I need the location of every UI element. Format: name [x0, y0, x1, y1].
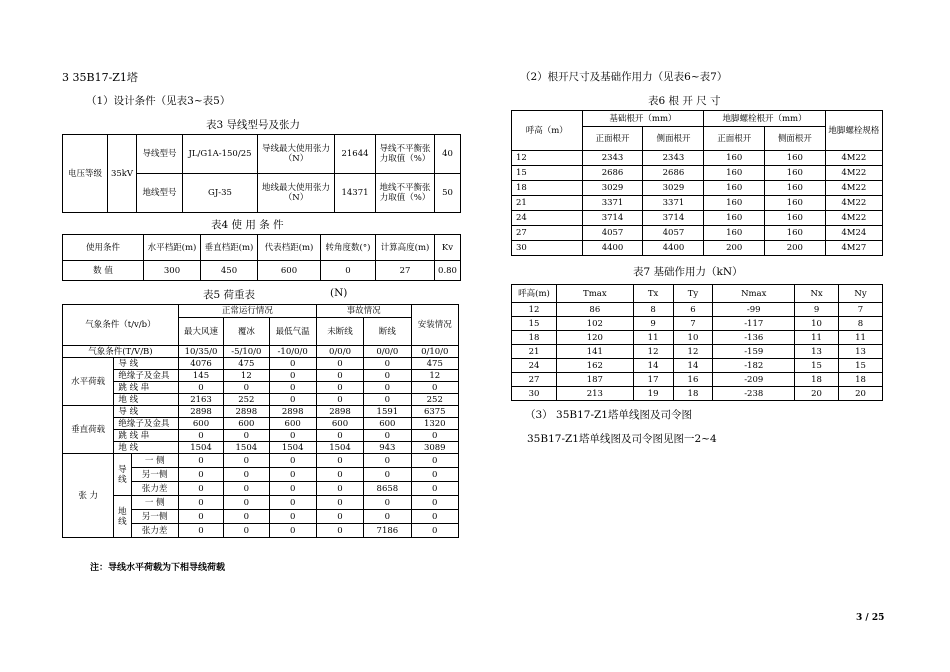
t5-cell: 0 — [316, 468, 363, 482]
t6-cell: 3714 — [643, 211, 704, 226]
t5-weather-value: 10/35/0 — [178, 346, 223, 358]
t5-weather-value: 0/10/0 — [411, 346, 458, 358]
t7-header: 呼高(m) — [512, 285, 557, 303]
t5-cell: 2898 — [269, 406, 316, 418]
t5-cell: 0 — [224, 496, 269, 510]
t7-cell: 18 — [673, 387, 713, 401]
t5-cell: 7186 — [364, 524, 411, 538]
ground-tension-label: 地线最大使用张力（N） — [258, 174, 335, 213]
section-title: 3 35B17-Z1塔 — [62, 71, 138, 84]
t5-row-label: 张力差 — [131, 524, 178, 538]
t5-cell: 600 — [316, 418, 363, 430]
t5-cell: 12 — [411, 370, 458, 382]
t5-cell: 0 — [364, 382, 411, 394]
t5-cell: 0 — [224, 430, 269, 442]
single-line-text: 35B17-Z1塔单线图及司令图见图一2~4 — [527, 433, 717, 445]
t5-cell: 0 — [224, 382, 269, 394]
t5-subheader: 最低气温 — [269, 318, 316, 346]
t5-cell: 0 — [269, 468, 316, 482]
t5-cell: 0 — [269, 370, 316, 382]
ground-type-label: 地线型号 — [137, 174, 183, 213]
voltage-label: 电压等级 — [63, 135, 108, 213]
t7-cell: 18 — [512, 331, 557, 345]
t6-cell: 4057 — [643, 226, 704, 241]
t6-cell: 200 — [765, 241, 826, 256]
table5-unit: (N) — [330, 287, 348, 299]
t4-header: 代表档距(m) — [258, 235, 321, 261]
t5-cell: 252 — [224, 394, 269, 406]
t5-subheader: 断线 — [364, 318, 411, 346]
t6-cell: 4M22 — [825, 196, 882, 211]
t6-cell: 160 — [704, 226, 765, 241]
t5-cell: 0 — [178, 454, 223, 468]
t7-cell: 11 — [633, 331, 673, 345]
page-number: 3 / 25 — [856, 613, 885, 623]
t6-cell: 160 — [704, 151, 765, 166]
t5-tension-label: 张 力 — [63, 454, 114, 538]
t5-weather-value: 0/0/0 — [364, 346, 411, 358]
t5-cell: 0 — [316, 524, 363, 538]
t5-cell: 0 — [316, 382, 363, 394]
t4-value: 0 — [321, 261, 376, 281]
ground-unbalance-value: 50 — [435, 174, 461, 213]
t4-value: 300 — [144, 261, 201, 281]
t6-cell: 160 — [765, 226, 826, 241]
t6-cell: 2343 — [582, 151, 643, 166]
t5-cell: 0 — [411, 430, 458, 442]
t6-cell: 4M22 — [825, 166, 882, 181]
t5-cell: 0 — [316, 454, 363, 468]
t6-subheader: 正面根开 — [582, 127, 643, 151]
t7-cell: -159 — [713, 345, 795, 359]
t7-cell: 213 — [557, 387, 634, 401]
t7-cell: 18 — [839, 373, 883, 387]
t6-cell: 4M24 — [825, 226, 882, 241]
t7-cell: 13 — [839, 345, 883, 359]
t7-cell: 141 — [557, 345, 634, 359]
t7-cell: 12 — [512, 303, 557, 317]
t6-cell: 4M22 — [825, 211, 882, 226]
t7-cell: 20 — [839, 387, 883, 401]
t7-cell: -209 — [713, 373, 795, 387]
t6-cell: 27 — [512, 226, 583, 241]
t5-cell: 0 — [364, 468, 411, 482]
t7-cell: -182 — [713, 359, 795, 373]
table-row — [512, 387, 883, 401]
table7-caption: 表7 基础作用力（kN） — [633, 266, 743, 278]
t5-cell: 2163 — [178, 394, 223, 406]
t7-cell: 10 — [673, 331, 713, 345]
t5-weather-value: -10/0/0 — [269, 346, 316, 358]
t5-cell: 600 — [269, 418, 316, 430]
t7-cell: 17 — [633, 373, 673, 387]
t7-cell: -99 — [713, 303, 795, 317]
t7-cell: 10 — [795, 317, 839, 331]
t5-cell: 0 — [316, 510, 363, 524]
t5-cell: 0 — [178, 382, 223, 394]
t7-cell: 120 — [557, 331, 634, 345]
t4-header: Kv — [435, 235, 461, 261]
t7-cell: 15 — [512, 317, 557, 331]
t6-cell: 12 — [512, 151, 583, 166]
t5-cell: 0 — [178, 468, 223, 482]
t7-cell: 8 — [633, 303, 673, 317]
t7-cell: 9 — [795, 303, 839, 317]
t6-cell: 4M22 — [825, 181, 882, 196]
table-row — [512, 303, 883, 317]
t7-header: Tmax — [557, 285, 634, 303]
t4-value: 0.80 — [435, 261, 461, 281]
ground-unbalance-label: 地线不平衡张力取值（%） — [376, 174, 435, 213]
t4-header: 转角度数(°) — [321, 235, 376, 261]
t5-cell: 0 — [316, 482, 363, 496]
t5-cell: 1591 — [364, 406, 411, 418]
table-row — [512, 181, 883, 196]
t6-cell: 30 — [512, 241, 583, 256]
t7-cell: 13 — [795, 345, 839, 359]
t5-cell: 0 — [364, 510, 411, 524]
t7-cell: 12 — [633, 345, 673, 359]
conductor-tension-label: 导线最大使用张力（N） — [258, 135, 335, 174]
t7-cell: -238 — [713, 387, 795, 401]
t6-cell: 160 — [765, 196, 826, 211]
t6-cell: 2343 — [643, 151, 704, 166]
t6-cell: 160 — [765, 151, 826, 166]
t5-weather-value: -5/10/0 — [224, 346, 269, 358]
t6-height-header: 呼高（m） — [512, 111, 583, 151]
t7-cell: 12 — [673, 345, 713, 359]
t5-cell: 0 — [364, 454, 411, 468]
t5-cell: 0 — [364, 370, 411, 382]
t7-cell: 19 — [633, 387, 673, 401]
conductor-tension-value: 21644 — [335, 135, 376, 174]
t5-install-header: 安装情况 — [411, 305, 458, 346]
t7-cell: 9 — [633, 317, 673, 331]
t5-accident-header: 事故情况 — [316, 305, 411, 318]
t5-row-label: 一 侧 — [131, 496, 178, 510]
t6-cell: 2686 — [582, 166, 643, 181]
t5-row-label: 地 线 — [114, 394, 178, 406]
t6-cell: 4M22 — [825, 151, 882, 166]
t6-cell: 160 — [704, 211, 765, 226]
t5-horizontal-label: 水平荷载 — [63, 358, 114, 406]
t5-cell: 0 — [178, 482, 223, 496]
t6-subheader: 正面根开 — [704, 127, 765, 151]
table-row — [512, 331, 883, 345]
ground-type-value: GJ-35 — [183, 174, 258, 213]
conductor-unbalance-label: 导线不平衡张力取值（%） — [376, 135, 435, 174]
t5-cell: 252 — [411, 394, 458, 406]
t6-root-header: 基础根开（mm） — [582, 111, 704, 127]
t5-cell: 0 — [178, 524, 223, 538]
t6-cell: 3714 — [582, 211, 643, 226]
t5-cell: 600 — [364, 418, 411, 430]
t5-cell: 6375 — [411, 406, 458, 418]
t6-cell: 160 — [765, 211, 826, 226]
t6-cell: 18 — [512, 181, 583, 196]
t7-cell: 20 — [795, 387, 839, 401]
t4-header: 垂直档距(m) — [201, 235, 258, 261]
table-row — [512, 359, 883, 373]
t7-cell: 14 — [673, 359, 713, 373]
t4-row-label: 数 值 — [63, 261, 144, 281]
t6-cell: 15 — [512, 166, 583, 181]
t5-row-label: 跳 线 串 — [114, 382, 178, 394]
t6-cell: 3029 — [582, 181, 643, 196]
t6-cell: 4400 — [582, 241, 643, 256]
t6-subheader: 侧面根开 — [765, 127, 826, 151]
t5-cell: 475 — [224, 358, 269, 370]
t5-cell: 0 — [269, 482, 316, 496]
t6-cell: 160 — [704, 196, 765, 211]
t5-cell: 0 — [364, 496, 411, 510]
t5-cell: 0 — [316, 430, 363, 442]
t7-cell: 102 — [557, 317, 634, 331]
t5-cell: 0 — [224, 510, 269, 524]
table3-conductor-types — [62, 134, 461, 213]
t5-cell: 600 — [178, 418, 223, 430]
design-conditions-heading: （1）设计条件（见表3~表5） — [86, 95, 231, 107]
t6-bolt-root-header: 地脚螺栓根开（mm） — [704, 111, 825, 127]
table-row — [512, 373, 883, 387]
t5-cell: 0 — [269, 510, 316, 524]
t5-row-label: 另一侧 — [131, 468, 178, 482]
t5-cell: 3089 — [411, 442, 458, 454]
t5-row-label: 另一侧 — [131, 510, 178, 524]
t5-cell: 0 — [316, 394, 363, 406]
t5-row-label: 导 线 — [114, 358, 178, 370]
t6-cell: 160 — [704, 166, 765, 181]
t4-value: 27 — [376, 261, 435, 281]
t5-cell: 0 — [269, 454, 316, 468]
t5-cell: 0 — [316, 358, 363, 370]
table-row — [512, 196, 883, 211]
t5-cell: 0 — [411, 468, 458, 482]
t5-cell: 0 — [224, 468, 269, 482]
t5-cell: 2898 — [316, 406, 363, 418]
t6-cell: 4M27 — [825, 241, 882, 256]
t5-conductor-group: 导线 — [114, 454, 131, 496]
t7-cell: 7 — [839, 303, 883, 317]
t5-row-label: 一 侧 — [131, 454, 178, 468]
t5-normal-header: 正常运行情况 — [178, 305, 316, 318]
t5-cell: 0 — [178, 496, 223, 510]
t5-weather-label: 气象条件(T/V/B) — [63, 346, 179, 358]
single-line-heading: （3） 35B17-Z1塔单线图及司令图 — [525, 409, 692, 421]
t7-cell: 18 — [795, 373, 839, 387]
t4-value: 450 — [201, 261, 258, 281]
t7-cell: 6 — [673, 303, 713, 317]
t5-cell: 1504 — [316, 442, 363, 454]
t7-cell: 21 — [512, 345, 557, 359]
table4-caption: 表4 使 用 条 件 — [211, 219, 284, 231]
t5-cell: 0 — [316, 370, 363, 382]
t7-cell: 24 — [512, 359, 557, 373]
t5-cell: 12 — [224, 370, 269, 382]
t7-header: Nx — [795, 285, 839, 303]
t6-subheader: 侧面根开 — [643, 127, 704, 151]
t5-cell: 0 — [316, 496, 363, 510]
t5-cell: 1504 — [178, 442, 223, 454]
t5-cell: 1504 — [224, 442, 269, 454]
t5-row-label: 导 线 — [114, 406, 178, 418]
table6-root-dimensions — [511, 110, 883, 256]
t6-cell: 3029 — [643, 181, 704, 196]
t7-cell: 7 — [673, 317, 713, 331]
t5-cell: 0 — [269, 358, 316, 370]
t5-cell: 0 — [411, 382, 458, 394]
t5-cell: 0 — [269, 382, 316, 394]
t5-row-label: 跳 线 串 — [114, 430, 178, 442]
t6-cell: 24 — [512, 211, 583, 226]
t5-cell: 0 — [224, 454, 269, 468]
t7-cell: 15 — [795, 359, 839, 373]
t6-cell: 4400 — [643, 241, 704, 256]
t7-cell: 30 — [512, 387, 557, 401]
table5-load-table — [62, 304, 459, 538]
t5-weather-value: 0/0/0 — [316, 346, 363, 358]
t6-bolt-spec-header: 地脚螺栓规格 — [825, 111, 882, 151]
t6-cell: 21 — [512, 196, 583, 211]
t7-cell: 14 — [633, 359, 673, 373]
t7-header: Nmax — [713, 285, 795, 303]
voltage-value: 35kV — [108, 135, 137, 213]
t5-cell: 145 — [178, 370, 223, 382]
t5-cell: 8658 — [364, 482, 411, 496]
t7-header: Tx — [633, 285, 673, 303]
t5-subheader: 覆冰 — [224, 318, 269, 346]
t5-cell: 0 — [411, 524, 458, 538]
t5-cell: 0 — [269, 430, 316, 442]
t4-header: 水平档距(m) — [144, 235, 201, 261]
t5-row-label: 绝缘子及金具 — [114, 370, 178, 382]
t5-cell: 0 — [224, 524, 269, 538]
t7-cell: 11 — [839, 331, 883, 345]
t7-header: Ty — [673, 285, 713, 303]
t5-subheader: 最大风速 — [178, 318, 223, 346]
t5-cell: 0 — [269, 496, 316, 510]
t5-cell: 1320 — [411, 418, 458, 430]
t5-cell: 1504 — [269, 442, 316, 454]
table-row — [512, 226, 883, 241]
table-row — [512, 211, 883, 226]
t7-cell: 8 — [839, 317, 883, 331]
t7-cell: -136 — [713, 331, 795, 345]
t5-cell: 475 — [411, 358, 458, 370]
t5-row-label: 地 线 — [114, 442, 178, 454]
t5-cell: 2898 — [224, 406, 269, 418]
t6-cell: 160 — [765, 181, 826, 196]
t7-cell: 16 — [673, 373, 713, 387]
conductor-type-label: 导线型号 — [137, 135, 183, 174]
t5-cell: 0 — [364, 358, 411, 370]
t5-cell: 0 — [224, 482, 269, 496]
foundation-heading: （2）根开尺寸及基础作用力（见表6~表7） — [520, 71, 728, 83]
table3-caption: 表3 导线型号及张力 — [206, 119, 301, 131]
t5-cell: 0 — [411, 454, 458, 468]
t7-cell: 187 — [557, 373, 634, 387]
t6-cell: 160 — [704, 181, 765, 196]
t4-value: 600 — [258, 261, 321, 281]
table-row — [512, 345, 883, 359]
t7-header: Ny — [839, 285, 883, 303]
t5-row-label: 绝缘子及金具 — [114, 418, 178, 430]
table-row — [512, 151, 883, 166]
t6-cell: 4057 — [582, 226, 643, 241]
t6-cell: 200 — [704, 241, 765, 256]
t5-cell: 2898 — [178, 406, 223, 418]
t5-cell: 0 — [411, 496, 458, 510]
t5-cell: 0 — [269, 394, 316, 406]
t5-cell: 0 — [411, 482, 458, 496]
ground-tension-value: 14371 — [335, 174, 376, 213]
t7-cell: 162 — [557, 359, 634, 373]
t5-cell: 0 — [178, 510, 223, 524]
t7-cell: 27 — [512, 373, 557, 387]
table4-usage-conditions — [62, 234, 461, 281]
t5-cell: 0 — [364, 394, 411, 406]
table-row — [512, 241, 883, 256]
table5-caption: 表5 荷重表 — [203, 289, 256, 301]
table5-note: 注：导线水平荷载为下相导线荷载 — [90, 563, 226, 573]
t5-ground-group: 地线 — [114, 496, 131, 538]
t5-cell: 0 — [269, 524, 316, 538]
t6-cell: 3371 — [643, 196, 704, 211]
t6-cell: 3371 — [582, 196, 643, 211]
conductor-unbalance-value: 40 — [435, 135, 461, 174]
table7-foundation-forces — [511, 284, 883, 401]
t5-cell: 600 — [224, 418, 269, 430]
t6-cell: 160 — [765, 166, 826, 181]
t5-cell: 0 — [178, 430, 223, 442]
t5-vertical-label: 垂直荷载 — [63, 406, 114, 454]
t7-cell: 11 — [795, 331, 839, 345]
t5-cell: 4076 — [178, 358, 223, 370]
t5-cell: 0 — [364, 430, 411, 442]
table-row — [512, 166, 883, 181]
t5-row-label: 张力差 — [131, 482, 178, 496]
t7-cell: 86 — [557, 303, 634, 317]
t4-header: 使用条件 — [63, 235, 144, 261]
t5-cond-header: 气象条件（t/v/b） — [63, 305, 179, 346]
t5-cell: 943 — [364, 442, 411, 454]
t4-header: 计算高度(m) — [376, 235, 435, 261]
table-row — [512, 317, 883, 331]
t7-cell: 15 — [839, 359, 883, 373]
t7-cell: -117 — [713, 317, 795, 331]
t5-cell: 0 — [411, 510, 458, 524]
conductor-type-value: JL/G1A-150/25 — [183, 135, 258, 174]
table6-caption: 表6 根 开 尺 寸 — [648, 95, 721, 107]
t6-cell: 2686 — [643, 166, 704, 181]
t5-subheader: 未断线 — [316, 318, 363, 346]
